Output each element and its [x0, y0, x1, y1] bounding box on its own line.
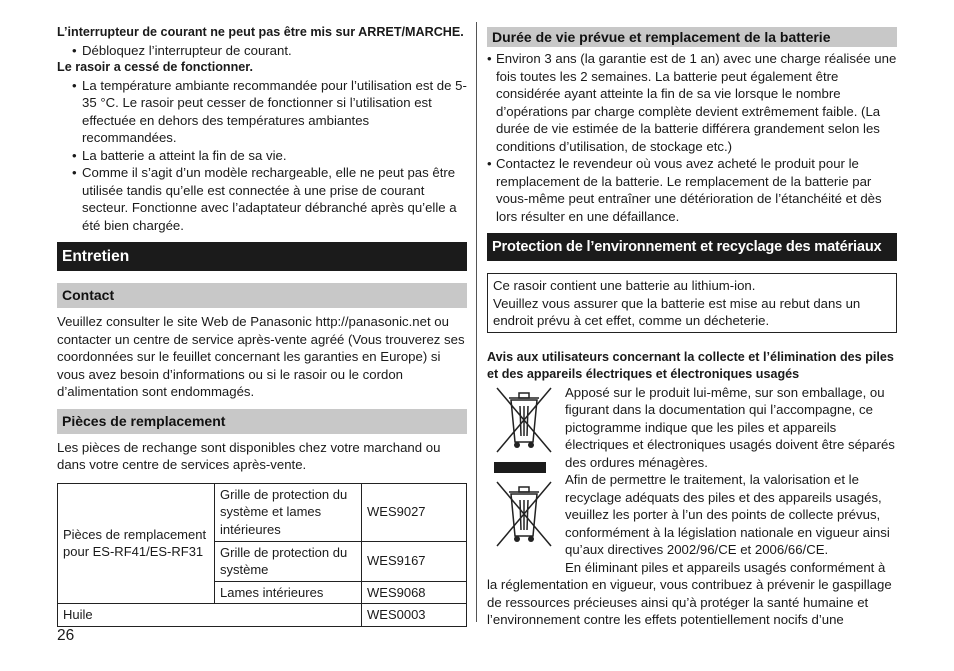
- list-item: • Contactez le revendeur où vous avez acheté le produit pour le remplacement de la batterie. Le remplacement de la batterie par vous-même peut entraîner une détérioration de l’étanchéité et dès lors résulter en une défaillance.: [487, 155, 897, 225]
- table-row: [58, 483, 467, 541]
- separator-bar: [494, 462, 546, 473]
- column-divider: [476, 22, 477, 622]
- weee-section: [487, 384, 897, 629]
- stopped-trouble-list: [57, 77, 467, 235]
- notice-title: Avis aux utilisateurs concernant la collecte et l’élimination des piles et des appareils électriques et électroniques usagés: [487, 349, 894, 381]
- part-code: WES9068: [362, 581, 467, 604]
- battery-heading: Durée de vie prévue et remplacement de la batterie: [487, 27, 897, 47]
- battery-disposal-box: [487, 273, 897, 333]
- box-line-2: Veuillez vous assurer que la batterie est mise au rebut dans un endroit prévu à cet effet, comme un décheterie.: [493, 295, 861, 328]
- part-name: Grille de protection du système: [215, 541, 362, 581]
- parts-table: [57, 483, 467, 627]
- list-item: • Environ 3 ans (la garantie est de 1 an) avec une charge réalisée une fois toutes les 2 semaines. La batterie peut également être considérée ayant atteinte la fin de sa vie lorsque le nombre d’opérations par charge complète devient extrêmement faible. (La durée de vie estimée de la batterie différera grandement selon les conditions d’utilisation, de stockage etc.): [487, 50, 897, 155]
- right-column: [487, 24, 897, 629]
- page-number: 26: [57, 627, 75, 644]
- list-item: • La température ambiante recommandée pour l’utilisation est de 5-35 °C. Le rasoir peut cesser de fonctionner si l’utilisation est effectuée en dehors des températures ambiantes recommandées.: [57, 77, 467, 147]
- left-column: [57, 24, 467, 627]
- part-name: Grille de protection du système et lames intérieures: [215, 483, 362, 541]
- stopped-trouble-title: Le rasoir a cessé de fonctionner.: [57, 60, 253, 74]
- part-code: WES9027: [362, 483, 467, 541]
- part-name: Lames intérieures: [215, 581, 362, 604]
- weee-paragraph-1: Apposé sur le produit lui-même, sur son emballage, ou figurant dans la documentation qui l’accompagne, ce pictogramme indique que les piles et appareils électriques et électroniques usagés doivent être séparés des ordures ménagères.: [565, 384, 895, 470]
- part-code: WES9167: [362, 541, 467, 581]
- box-line-1: Ce rasoir contient une batterie au lithium-ion.: [493, 278, 756, 293]
- oil-label: Huile: [58, 604, 362, 627]
- list-item: • Débloquez l’interrupteur de courant.: [57, 42, 467, 60]
- crossed-bin-icon: [495, 386, 553, 454]
- contact-heading: Contact: [57, 283, 467, 308]
- parts-text: Les pièces de rechange sont disponibles chez votre marchand ou dans votre centre de services après-vente.: [57, 439, 441, 472]
- oil-code: WES0003: [362, 604, 467, 627]
- parts-group-label: Pièces de remplacement pour ES-RF41/ES-RF31: [58, 483, 215, 604]
- weee-text: [565, 384, 897, 577]
- contact-text: Veuillez consulter le site Web de Panasonic http://panasonic.net ou contacter un centre de service après-vente agréé (Vous trouverez ses coordonnées sur le feuillet concernant les garanties en Europe) si vous avez besoin d’informations ou si le rasoir ou le cordon d’alimentation sont endommagés.: [57, 314, 465, 399]
- weee-paragraph-3-start: En éliminant piles et appareils usagés conformément à: [565, 559, 886, 575]
- list-item: • Comme il s’agit d’un modèle rechargeable, elle ne peut pas être utilisée tandis qu’elle est connectée à une prise de courant secteur. Fonctionne avec l’adaptateur débranché après qu’elle a été bien chargée.: [57, 164, 467, 234]
- table-row: [58, 604, 467, 627]
- switch-trouble-title: L’interrupteur de courant ne peut pas être mis sur ARRET/MARCHE.: [57, 25, 464, 39]
- weee-paragraph-2: Afin de permettre le traitement, la valorisation et le recyclage adéquats des piles et des appareils usagés, veuillez les porter à l’un des points de collecte prévus, conformément à la législation nationale en vigueur ainsi qu’aux directives 2002/96/CE et 2006/66/CE.: [565, 472, 890, 557]
- weee-paragraph-3-rest: la réglementation en vigueur, vous contribuez à prévenir le gaspillage de ressources précieuses ainsi qu’à protéger la santé humaine et l’environnement contre les effets potentiellement nocifs d’une: [487, 577, 892, 627]
- battery-list: [487, 50, 897, 225]
- parts-heading: Pièces de remplacement: [57, 409, 467, 434]
- crossed-bin-icon: [495, 480, 553, 548]
- environment-heading: Protection de l’environnement et recyclage des matériaux: [487, 233, 897, 261]
- list-item: • La batterie a atteint la fin de sa vie.: [57, 147, 467, 165]
- maintenance-heading: Entretien: [57, 242, 467, 271]
- weee-icons: [490, 384, 560, 549]
- switch-trouble-list: [57, 42, 467, 60]
